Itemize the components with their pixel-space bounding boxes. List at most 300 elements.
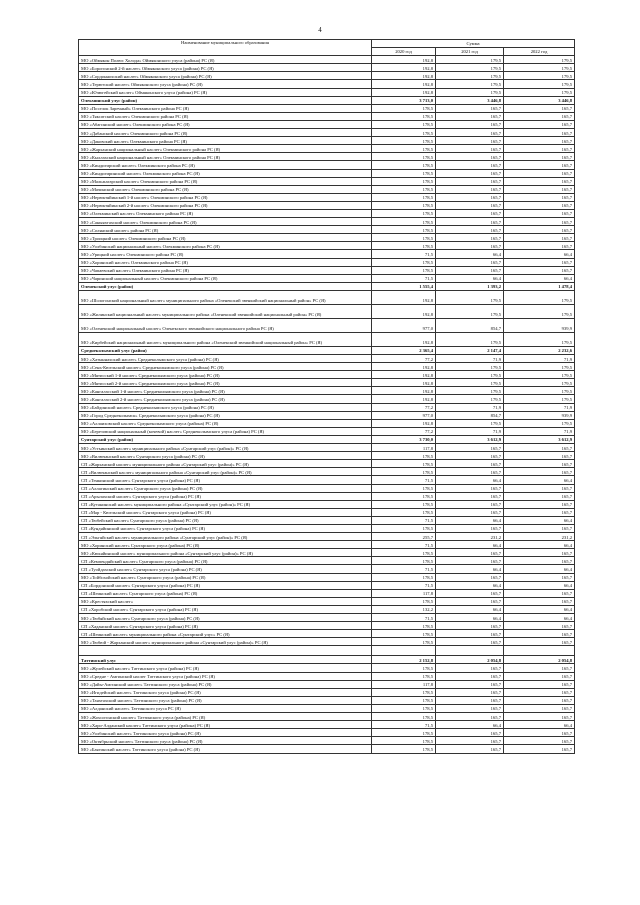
table-row [79, 185, 575, 193]
amount-2020-cell: 192,8 [372, 419, 436, 427]
municipality-name-cell: МО «Хоринский наслег» Сунтарского улуса (района) РС (Я) [79, 541, 372, 549]
amount-2021-cell: 165,7 [436, 622, 504, 630]
municipality-name-cell: Сунтарский улус (район) [79, 435, 372, 443]
amount-2021-cell: 165,7 [436, 557, 504, 565]
amount-2021-cell: 165,7 [436, 664, 504, 672]
municipality-name-cell: МО «Поселок Заречный» Олекминского района РС (Я) [79, 104, 372, 112]
municipality-name-cell: Оленекский улус (район) [79, 282, 372, 290]
municipality-name-cell: МО «Оймякон Полюс Холода» Оймяконского улуса (района) РС (Я) [79, 56, 372, 64]
amount-2021-cell: 179,5 [436, 395, 504, 403]
amount-2020-cell: 178,5 [372, 500, 436, 508]
table-row [79, 745, 575, 753]
municipality-name-cell: МО «Аллаиховский наслег» Среднеколымского улуса (района) РС (Я) [79, 419, 372, 427]
table-row [79, 274, 575, 282]
amount-2021-cell: 165,7 [436, 258, 504, 266]
municipality-name-cell: МО «Сень-Кюельский наслег» Среднеколымского улуса (района) РС (Я) [79, 363, 372, 371]
municipality-name-cell: МО «Терютский наслег» Оймяконского улуса (района) РС (Я) [79, 80, 372, 88]
amount-2021-cell: 165,7 [436, 638, 504, 646]
amount-2021-cell: 66,4 [436, 565, 504, 573]
amount-2021-cell: 179,5 [436, 304, 504, 318]
table-row [79, 638, 575, 646]
table-row [79, 234, 575, 242]
amount-2022-cell: 165,7 [504, 153, 575, 161]
amount-2020-cell: 178,5 [372, 492, 436, 500]
header-sum-column: Сумма [372, 40, 575, 48]
municipality-name-cell: МО «Жулейский наслег» Таттинского улуса (района) РС (Я) [79, 664, 372, 672]
amount-2022-cell: 1 478,4 [504, 282, 575, 290]
municipality-name-cell: МО «Сордоннохский наслег» Оймяконского улуса (района) РС (Я) [79, 72, 372, 80]
amount-2021-cell: 165,7 [436, 112, 504, 120]
amount-2022-cell: 165,7 [504, 169, 575, 177]
table-row [79, 573, 575, 581]
table-subtotal-row [79, 282, 575, 290]
table-row [79, 630, 575, 638]
amount-2022-cell: 165,7 [504, 234, 575, 242]
amount-2022-cell: 179,5 [504, 419, 575, 427]
table-row [79, 696, 575, 704]
amount-2020-cell: 132,2 [372, 605, 436, 613]
amount-2021-cell: 179,5 [436, 64, 504, 72]
amount-2021-cell: 165,7 [436, 573, 504, 581]
amount-2022-cell: 165,7 [504, 145, 575, 153]
municipality-name-cell: СП «Кемпендяйский наслег» Сунтарского улуса (района) РС (Я) [79, 557, 372, 565]
table-subtotal-row [79, 96, 575, 104]
amount-2020-cell: 178,5 [372, 266, 436, 274]
table-row [79, 524, 575, 532]
municipality-name-cell: МО «Тюбюй - Жарханский наслег» муниципального района «Сунтарский улус (район)» РС (Я) [79, 638, 372, 646]
amount-2020-cell: 178,5 [372, 258, 436, 266]
amount-2020-cell: 192,8 [372, 395, 436, 403]
amount-2021-cell: 165,7 [436, 242, 504, 250]
municipality-name-cell: СП «Кутанинский наслег» муниципального района «Сунтарский улус (район)» РС (Я) [79, 500, 372, 508]
amount-2020-cell: 178,5 [372, 193, 436, 201]
amount-2021-cell: 179,5 [436, 363, 504, 371]
municipality-name-cell: СП «Туойдахский наслег» Сунтарского улуса (района) РС (Я) [79, 565, 372, 573]
table-row [79, 137, 575, 145]
amount-2022-cell: 179,5 [504, 363, 575, 371]
amount-2022-cell: 71,9 [504, 355, 575, 363]
municipality-name-cell: МО «Оленекский национальный наслег» Оленекского эвенкийского национального района РС (Я) [79, 318, 372, 332]
amount-2020-cell: 178,5 [372, 120, 436, 128]
table-row [79, 355, 575, 363]
amount-2020-cell: 178,5 [372, 484, 436, 492]
amount-2020-cell: 178,5 [372, 672, 436, 680]
municipality-name-cell: СП «Тенкинский наслег» Сунтарского улуса (района) РС (Я) [79, 476, 372, 484]
amount-2022-cell: 179,5 [504, 379, 575, 387]
subsidy-table [78, 39, 575, 754]
amount-2021-cell: 165,7 [436, 145, 504, 153]
amount-2021-cell: 179,5 [436, 371, 504, 379]
table-row [79, 549, 575, 557]
amount-2022-cell: 3 446,8 [504, 96, 575, 104]
municipality-name-cell: МО «Средне - Амгинский наслег Таттинского улуса (района) РС (Я) [79, 672, 372, 680]
table-row [79, 444, 575, 452]
amount-2022-cell: 165,7 [504, 524, 575, 532]
amount-2020-cell: 192,8 [372, 80, 436, 88]
amount-2022-cell: 165,7 [504, 664, 575, 672]
amount-2021-cell [436, 646, 504, 656]
amount-2021-cell: 165,7 [436, 549, 504, 557]
municipality-name-cell: МО «Шологонский национальный наслег» муниципального района «Оленекский эвенкийский национальный район» РС (Я) [79, 290, 372, 304]
table-row [79, 177, 575, 185]
amount-2022-cell: 66,4 [504, 721, 575, 729]
amount-2021-cell: 66,4 [436, 605, 504, 613]
amount-2022-cell: 165,7 [504, 713, 575, 721]
municipality-name-cell: МО «Чапаевский наслег» Олекминского района РС (Я) [79, 266, 372, 274]
amount-2020-cell: 71,5 [372, 721, 436, 729]
municipality-name-cell: МО «Солянский наслег» района РС (Я) [79, 226, 372, 234]
amount-2021-cell: 165,7 [436, 218, 504, 226]
table-row [79, 589, 575, 597]
table-row [79, 129, 575, 137]
amount-2022-cell: 66,4 [504, 516, 575, 524]
table-row [79, 169, 575, 177]
amount-2020-cell: 71,5 [372, 581, 436, 589]
header-year-2022: 2022 год [504, 48, 575, 56]
municipality-name-cell: МО «Город Среднеколымск» Среднеколымского улуса (района) РС (Я) [79, 411, 372, 419]
amount-2021-cell: 165,7 [436, 597, 504, 605]
amount-2021-cell: 66,4 [436, 274, 504, 282]
amount-2021-cell: 71,9 [436, 403, 504, 411]
municipality-name-cell: МО «Вилючанский наслег» Сунтарского улуса (района) РС (Я) [79, 452, 372, 460]
municipality-name-cell: МО «Баягинский наслег» Таттинского улуса (района) РС (Я) [79, 745, 372, 753]
amount-2022-cell: 165,7 [504, 177, 575, 185]
amount-2022-cell: 179,5 [504, 64, 575, 72]
table-row [79, 209, 575, 217]
table-row [79, 680, 575, 688]
municipality-name-cell: МО «Киндигирский наслег» Олекминского района РС (Я) [79, 161, 372, 169]
amount-2021-cell: 165,7 [436, 745, 504, 753]
amount-2022-cell: 66,4 [504, 581, 575, 589]
amount-2020-cell: 178,5 [372, 137, 436, 145]
amount-2020-cell: 178,5 [372, 112, 436, 120]
header-year-2021: 2021 год [436, 48, 504, 56]
amount-2021-cell: 179,5 [436, 290, 504, 304]
amount-2020-cell: 117,8 [372, 589, 436, 597]
amount-2022-cell: 179,5 [504, 80, 575, 88]
table-row [79, 468, 575, 476]
municipality-name-cell: МО «Дайы-Амгинский наслег» Таттинского улуса (района) РС (Я) [79, 680, 372, 688]
amount-2021-cell: 165,7 [436, 688, 504, 696]
amount-2021-cell: 165,7 [436, 500, 504, 508]
amount-2022-cell: 165,7 [504, 737, 575, 745]
amount-2020-cell: 178,5 [372, 573, 436, 581]
amount-2022-cell: 231,2 [504, 533, 575, 541]
amount-2022-cell: 179,5 [504, 395, 575, 403]
municipality-name-cell: МО «Мачинский наслег» Олекминского района РС (Я) [79, 185, 372, 193]
amount-2021-cell: 165,7 [436, 452, 504, 460]
amount-2021-cell: 854,7 [436, 411, 504, 419]
amount-2020-cell: 178,5 [372, 737, 436, 745]
municipality-name-cell: СП «Шеинский наслег» Сунтарского улуса (района) РС (Я) [79, 589, 372, 597]
amount-2022-cell: 165,7 [504, 672, 575, 680]
table-subtotal-row [79, 346, 575, 354]
municipality-name-cell: СП «Хоробский наслег» Сунтарского улуса (района) РС (Я) [79, 605, 372, 613]
municipality-name-cell: МО «Олекминский наслег» Олекминского района РС (Я) [79, 209, 372, 217]
table-row [79, 452, 575, 460]
amount-2022-cell: 165,7 [504, 696, 575, 704]
municipality-name-cell: СП «Арылахский наслег» Сунтарского улуса (района) РС (Я) [79, 492, 372, 500]
amount-2022-cell: 165,7 [504, 242, 575, 250]
amount-2022-cell: 179,5 [504, 387, 575, 395]
amount-2020-cell: 192,8 [372, 363, 436, 371]
municipality-name-cell [79, 646, 372, 656]
table-row [79, 581, 575, 589]
table-row [79, 713, 575, 721]
table-row [79, 266, 575, 274]
amount-2020-cell: 178,5 [372, 688, 436, 696]
amount-2021-cell: 165,7 [436, 524, 504, 532]
amount-2022-cell: 165,7 [504, 622, 575, 630]
table-row [79, 363, 575, 371]
amount-2021-cell: 165,7 [436, 234, 504, 242]
amount-2020-cell: 71,5 [372, 476, 436, 484]
amount-2020-cell: 2 152,8 [372, 656, 436, 664]
table-header-row [79, 40, 575, 48]
amount-2020-cell: 178,5 [372, 696, 436, 704]
amount-2021-cell: 165,7 [436, 484, 504, 492]
amount-2020-cell: 178,5 [372, 468, 436, 476]
table-row [79, 476, 575, 484]
amount-2021-cell: 165,7 [436, 729, 504, 737]
table-row [79, 704, 575, 712]
municipality-name-cell: МО «Крестяхский наслег» [79, 597, 372, 605]
table-row [79, 688, 575, 696]
amount-2022-cell: 165,7 [504, 745, 575, 753]
table-row [79, 304, 575, 318]
amount-2020-cell: 178,5 [372, 145, 436, 153]
table-row [79, 153, 575, 161]
municipality-name-cell: МО «Таяхтахский наслег» Таттинского улуса (района) РС (Я) [79, 696, 372, 704]
municipality-name-cell: МО «Мальжагарский наслег» Олекминского района РС (Я) [79, 177, 372, 185]
amount-2020-cell: 192,8 [372, 72, 436, 80]
amount-2022-cell: 179,5 [504, 371, 575, 379]
municipality-name-cell: МО «Жилинский национальный наслег» муниципального района «Оленекский эвенкийский национальный район» РС (Я) [79, 304, 372, 318]
municipality-name-cell: МО «Абагинский наслег» Олекминского района РС (Я) [79, 120, 372, 128]
amount-2020-cell: 77,2 [372, 355, 436, 363]
municipality-name-cell: МО «Нерюктяйинский 2-й наслег» Олекминского района РС (Я) [79, 201, 372, 209]
amount-2021-cell: 66,4 [436, 476, 504, 484]
table-row [79, 145, 575, 153]
table-row [79, 403, 575, 411]
municipality-name-cell: МО «Даковский наслег» Олекминского района РС (Я) [79, 137, 372, 145]
municipality-name-cell: МО «Хатыннахский наслег» Среднеколымского улуса (района) РС (Я) [79, 355, 372, 363]
amount-2021-cell: 3 446,8 [436, 96, 504, 104]
amount-2022-cell: 66,4 [504, 614, 575, 622]
municipality-name-cell: СП «Жарханский наслег» муниципального района «Сунтарский улус (район)» РС (Я) [79, 460, 372, 468]
table-row [79, 516, 575, 524]
amount-2021-cell: 165,7 [436, 704, 504, 712]
amount-2020-cell: 3 730,0 [372, 435, 436, 443]
amount-2021-cell: 165,7 [436, 508, 504, 516]
amount-2020-cell: 178,5 [372, 460, 436, 468]
municipality-name-cell: СП «Тюбейский наслег» Сунтарского улуса (района) РС (Я) [79, 516, 372, 524]
amount-2021-cell: 179,5 [436, 72, 504, 80]
amount-2020-cell: 178,5 [372, 630, 436, 638]
amount-2022-cell: 165,7 [504, 500, 575, 508]
amount-2020-cell: 178,5 [372, 209, 436, 217]
amount-2020-cell: 192,8 [372, 332, 436, 346]
amount-2021-cell: 179,5 [436, 88, 504, 96]
amount-2020-cell: 178,5 [372, 745, 436, 753]
table-row [79, 112, 575, 120]
table-row [79, 72, 575, 80]
municipality-name-cell: МО «Саныяхтахский наслег» Олекминского района РС (Я) [79, 218, 372, 226]
amount-2022-cell: 165,7 [504, 557, 575, 565]
amount-2022-cell: 165,7 [504, 452, 575, 460]
amount-2022-cell: 66,4 [504, 565, 575, 573]
amount-2021-cell: 165,7 [436, 129, 504, 137]
table-row [79, 193, 575, 201]
municipality-name-cell: МО «Уолбинский национальный наслег» Олекминского района РС (Я) [79, 242, 372, 250]
amount-2022-cell: 71,9 [504, 403, 575, 411]
amount-2022-cell: 165,7 [504, 185, 575, 193]
table-row [79, 419, 575, 427]
amount-2022-cell: 2 232,6 [504, 346, 575, 354]
municipality-name-cell: Среднеколымский улус (район) [79, 346, 372, 354]
table-row [79, 541, 575, 549]
amount-2021-cell: 165,7 [436, 201, 504, 209]
municipality-name-cell: МО «Устьинский наслег» муниципального района «Сунтарский улус (район)» РС (Я) [79, 444, 372, 452]
municipality-name-cell: МО «Дабанский наслег» Олекминского района РС (Я) [79, 129, 372, 137]
amount-2021-cell: 165,7 [436, 589, 504, 597]
amount-2021-cell: 179,5 [436, 387, 504, 395]
amount-2020-cell: 178,5 [372, 524, 436, 532]
amount-2020-cell: 178,5 [372, 597, 436, 605]
amount-2020-cell: 1 555,4 [372, 282, 436, 290]
municipality-name-cell: МО «Жохсогонский наслег» Таттинского улуса (района) РС (Я) [79, 713, 372, 721]
table-row [79, 201, 575, 209]
amount-2020-cell: 71,5 [372, 614, 436, 622]
table-row [79, 371, 575, 379]
municipality-name-cell: СП «Эльгяйский наслег» муниципального района «Сунтарский улус (район)» РС (Я) [79, 533, 372, 541]
table-row [79, 56, 575, 64]
municipality-name-cell: СП «Кундяйинский наслег» Сунтарского улуса (района) РС (Я) [79, 524, 372, 532]
amount-2021-cell: 165,7 [436, 468, 504, 476]
amount-2020-cell: 192,8 [372, 304, 436, 318]
amount-2020-cell: 192,8 [372, 371, 436, 379]
municipality-name-cell: МО «Мятисский 2-й наслег» Среднеколымского улуса (района) РС (Я) [79, 379, 372, 387]
table-row [79, 427, 575, 435]
table-row [79, 664, 575, 672]
amount-2020-cell: 178,5 [372, 129, 436, 137]
amount-2021-cell: 165,7 [436, 185, 504, 193]
amount-2021-cell: 165,7 [436, 161, 504, 169]
amount-2021-cell: 66,4 [436, 581, 504, 589]
table-row [79, 226, 575, 234]
table-row [79, 565, 575, 573]
table-row [79, 614, 575, 622]
municipality-name-cell: МО «Тойбохойский наслег» Сунтарского улуса (района) РС (Я) [79, 573, 372, 581]
amount-2020-cell: 77,2 [372, 403, 436, 411]
amount-2022-cell: 165,7 [504, 680, 575, 688]
table-row [79, 500, 575, 508]
amount-2022-cell: 165,7 [504, 193, 575, 201]
amount-2021-cell: 165,7 [436, 169, 504, 177]
amount-2021-cell: 165,7 [436, 696, 504, 704]
amount-2021-cell: 71,9 [436, 355, 504, 363]
page-number: 4 [318, 26, 322, 34]
amount-2022-cell: 165,7 [504, 161, 575, 169]
table-row [79, 218, 575, 226]
table-row [79, 290, 575, 304]
amount-2020-cell: 178,5 [372, 169, 436, 177]
amount-2022-cell: 165,7 [504, 266, 575, 274]
municipality-name-cell: МО «Нерюктяйинский 1-й наслег» Олекминского района РС (Я) [79, 193, 372, 201]
amount-2021-cell: 165,7 [436, 672, 504, 680]
amount-2020-cell: 178,5 [372, 185, 436, 193]
municipality-name-cell: МО «Байдинский наслег» Среднеколымского улуса (района) РС (Я) [79, 403, 372, 411]
amount-2020-cell: 71,5 [372, 250, 436, 258]
amount-2020-cell: 71,5 [372, 565, 436, 573]
header-name-column: Наименование муниципального образования [79, 40, 372, 56]
municipality-name-cell: МО «Мятисский 1-й наслег» Среднеколымского улуса (района) РС (Я) [79, 371, 372, 379]
amount-2022-cell: 165,7 [504, 129, 575, 137]
amount-2020-cell: 2 365,4 [372, 346, 436, 354]
amount-2022-cell: 939,9 [504, 318, 575, 332]
table-body [79, 56, 575, 753]
table-row [79, 646, 575, 656]
table-row [79, 64, 575, 72]
municipality-name-cell: СП «Аллагинский наслег» Сунтарского улуса (района) РС (Я) [79, 484, 372, 492]
amount-2020-cell: 178,5 [372, 161, 436, 169]
table-row [79, 161, 575, 169]
amount-2022-cell: 165,7 [504, 468, 575, 476]
table-row [79, 318, 575, 332]
amount-2021-cell: 165,7 [436, 492, 504, 500]
table-row [79, 721, 575, 729]
table-row [79, 557, 575, 565]
amount-2021-cell: 179,5 [436, 56, 504, 64]
amount-2022-cell: 3 612,9 [504, 435, 575, 443]
amount-2021-cell: 179,5 [436, 332, 504, 346]
amount-2021-cell: 179,5 [436, 419, 504, 427]
amount-2020-cell: 77,2 [372, 427, 436, 435]
municipality-name-cell: СП «Хаданский наслег» Сунтарского улуса (района) РС (Я) [79, 622, 372, 630]
amount-2021-cell: 165,7 [436, 193, 504, 201]
amount-2022-cell: 165,7 [504, 638, 575, 646]
amount-2020-cell: 178,5 [372, 549, 436, 557]
amount-2020-cell: 3 713,0 [372, 96, 436, 104]
amount-2021-cell: 3 612,9 [436, 435, 504, 443]
municipality-name-cell: СП «Мар - Кюельский наслег» Сунтарского улуса (района) РС (Я) [79, 508, 372, 516]
amount-2020-cell: 178,5 [372, 704, 436, 712]
amount-2022-cell: 165,7 [504, 508, 575, 516]
amount-2022-cell: 179,5 [504, 332, 575, 346]
table-row [79, 622, 575, 630]
amount-2022-cell: 165,7 [504, 226, 575, 234]
amount-2022-cell: 165,7 [504, 209, 575, 217]
table-row [79, 258, 575, 266]
amount-2022-cell: 66,4 [504, 605, 575, 613]
amount-2022-cell: 71,9 [504, 427, 575, 435]
amount-2022-cell: 165,7 [504, 597, 575, 605]
amount-2021-cell: 165,7 [436, 120, 504, 128]
amount-2022-cell: 165,7 [504, 630, 575, 638]
amount-2020-cell: 178,5 [372, 234, 436, 242]
table-row [79, 605, 575, 613]
municipality-name-cell: СП «Бордонский наслег» Сунтарского улуса (района) РС (Я) [79, 581, 372, 589]
table-row [79, 250, 575, 258]
amount-2020-cell [372, 646, 436, 656]
amount-2021-cell: 165,7 [436, 713, 504, 721]
municipality-name-cell: МО «Уолбинский наслег» Таттинского улуса (района) РС (Я) [79, 729, 372, 737]
amount-2021-cell: 66,4 [436, 614, 504, 622]
amount-2020-cell: 178,5 [372, 452, 436, 460]
amount-2022-cell: 165,7 [504, 120, 575, 128]
amount-2021-cell: 231,2 [436, 533, 504, 541]
amount-2020-cell: 178,5 [372, 104, 436, 112]
